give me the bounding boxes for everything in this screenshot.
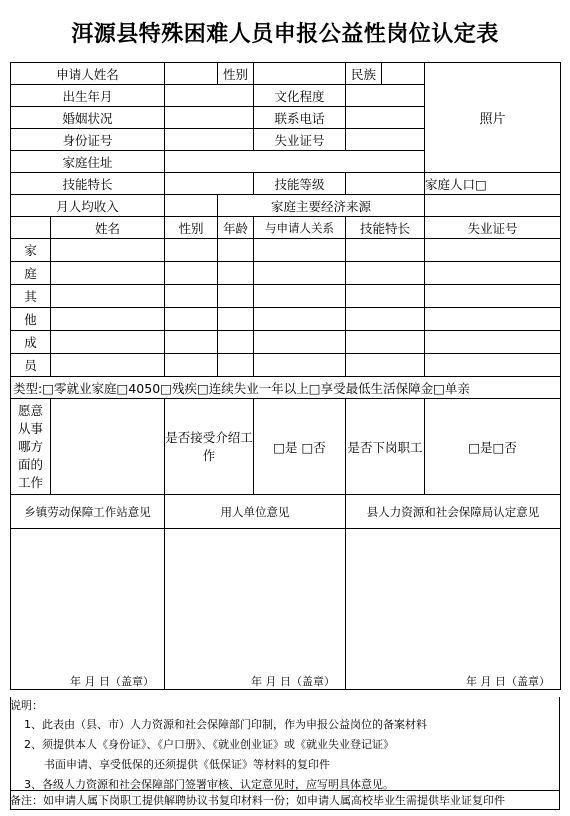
family-cell[interactable] <box>425 331 561 354</box>
family-side-char: 他 <box>11 308 51 331</box>
family-cell[interactable] <box>254 354 346 377</box>
family-cell[interactable] <box>425 354 561 377</box>
family-cell[interactable] <box>346 262 425 285</box>
family-row <box>11 262 561 285</box>
family-side-char: 成 <box>11 331 51 354</box>
family-cell[interactable] <box>218 354 254 377</box>
monthly-income-value[interactable] <box>165 195 218 217</box>
income-source-value[interactable] <box>425 195 561 217</box>
family-header-gender: 性别 <box>165 217 218 239</box>
family-cell[interactable] <box>165 239 218 262</box>
monthly-income-label: 月人均收入 <box>11 195 165 217</box>
family-cell[interactable] <box>218 331 254 354</box>
marital-value[interactable] <box>165 107 254 129</box>
township-opinion-label: 乡镇劳动保障工作站意见 <box>11 495 165 529</box>
education-label: 文化程度 <box>254 85 346 107</box>
employer-opinion-box[interactable] <box>165 529 346 673</box>
family-cell[interactable] <box>218 262 254 285</box>
county-date-stamp: 年 月 日（盖章） <box>346 673 561 690</box>
family-cell[interactable] <box>51 285 165 308</box>
photo-box[interactable]: 照片 <box>425 63 561 173</box>
phone-label: 联系电话 <box>254 107 346 129</box>
ethnicity-value[interactable] <box>382 63 425 85</box>
family-cell[interactable] <box>254 239 346 262</box>
township-date-stamp: 年 月 日（盖章） <box>11 673 165 690</box>
family-cell[interactable] <box>51 354 165 377</box>
family-cell[interactable] <box>165 262 218 285</box>
family-side-char: 庭 <box>11 262 51 285</box>
accept-intro-options[interactable]: □是 □否 <box>254 399 346 495</box>
employer-opinion-label: 用人单位意见 <box>165 495 346 529</box>
family-header-cert: 失业证号 <box>425 217 561 239</box>
note-item-2-continued: 书面申请、享受低保的还须提供《低保证》等材料的复印件 <box>44 758 330 771</box>
family-cell[interactable] <box>254 285 346 308</box>
family-side-char: 家 <box>11 239 51 262</box>
household-size-text: 家庭人口 <box>425 176 476 192</box>
family-cell[interactable] <box>425 239 561 262</box>
family-cell[interactable] <box>346 308 425 331</box>
family-row <box>11 239 561 262</box>
unemployment-cert-label: 失业证号 <box>254 129 346 151</box>
ethnicity-label: 民族 <box>346 63 382 85</box>
family-row <box>11 354 561 377</box>
county-opinion-label: 县人力资源和社会保障局认定意见 <box>346 495 561 529</box>
income-source-label: 家庭主要经济来源 <box>218 195 425 217</box>
family-cell[interactable] <box>346 331 425 354</box>
marital-label: 婚姻状况 <box>11 107 165 129</box>
family-cell[interactable] <box>165 308 218 331</box>
family-side-label-1 <box>11 217 51 239</box>
family-cell[interactable] <box>165 331 218 354</box>
family-cell[interactable] <box>165 285 218 308</box>
skill-level-label: 技能等级 <box>254 173 346 195</box>
family-cell[interactable] <box>165 354 218 377</box>
household-size-label <box>425 173 561 195</box>
family-row <box>11 285 561 308</box>
family-side-char: 其 <box>11 285 51 308</box>
accept-intro-label: 是否接受介绍工作 <box>165 399 254 495</box>
family-cell[interactable] <box>51 262 165 285</box>
family-cell[interactable] <box>218 239 254 262</box>
birth-label: 出生年月 <box>11 85 165 107</box>
education-value[interactable] <box>346 85 425 107</box>
employer-date-stamp: 年 月 日（盖章） <box>165 673 346 690</box>
family-cell[interactable] <box>218 285 254 308</box>
township-opinion-box[interactable] <box>11 529 165 673</box>
type-checkbox-line[interactable]: 类型:□零就业家庭□4050□残疾□连续失业一年以上□享受最低生活保障金□单亲 <box>11 377 561 399</box>
family-cell[interactable] <box>254 308 346 331</box>
id-no-label: 身份证号 <box>11 129 165 151</box>
family-cell[interactable] <box>425 308 561 331</box>
id-no-value[interactable] <box>165 129 254 151</box>
wish-value[interactable] <box>51 399 165 495</box>
applicant-name-label: 申请人姓名 <box>11 63 165 85</box>
family-cell[interactable] <box>425 285 561 308</box>
county-opinion-box[interactable] <box>346 529 561 673</box>
family-cell[interactable] <box>51 331 165 354</box>
family-cell[interactable] <box>346 285 425 308</box>
gender-label: 性别 <box>218 63 254 85</box>
family-header-relation: 与申请人关系 <box>254 217 346 239</box>
family-header-skill: 技能特长 <box>346 217 425 239</box>
note-item-1: 1、此表由（县、市）人力资源和社会保障部门印制，作为申报公益岗位的备案材料 <box>24 718 427 731</box>
family-cell[interactable] <box>346 239 425 262</box>
family-cell[interactable] <box>254 262 346 285</box>
page-title: 洱源县特殊困难人员申报公益性岗位认定表 <box>71 21 499 47</box>
wish-label: 愿意从事哪方面的工作 <box>11 399 51 495</box>
notes-section <box>10 697 560 795</box>
family-cell[interactable] <box>346 354 425 377</box>
address-value[interactable] <box>165 151 425 173</box>
note-item-2: 2、须提供本人《身份证》、《户口册》、《就业创业证》或《就业失业登记证》 <box>24 738 394 751</box>
family-cell[interactable] <box>218 308 254 331</box>
family-cell[interactable] <box>51 308 165 331</box>
notes-title: 说明： <box>10 699 43 712</box>
application-form-table <box>10 62 561 690</box>
family-cell[interactable] <box>51 239 165 262</box>
birth-value[interactable] <box>165 85 254 107</box>
family-header-name: 姓名 <box>51 217 165 239</box>
remark-line: 备注：如申请人属下岗职工提供解聘协议书复印材料一份；如申请人属高校毕业生需提供毕业证复印件 <box>10 790 560 811</box>
family-cell[interactable] <box>425 262 561 285</box>
family-row <box>11 331 561 354</box>
note-item-3: 3、各级人力资源和社会保障部门签署审核、认定意见时，应写明具体意见。 <box>24 778 394 791</box>
family-side-char: 员 <box>11 354 51 377</box>
skill-level-value[interactable] <box>346 173 425 195</box>
skill-specialty-value[interactable] <box>165 173 254 195</box>
family-header-age: 年龄 <box>218 217 254 239</box>
skill-specialty-label: 技能特长 <box>11 173 165 195</box>
gender-value[interactable] <box>254 63 346 85</box>
laid-off-label: 是否下岗职工 <box>346 399 425 495</box>
family-row <box>11 308 561 331</box>
phone-value[interactable] <box>346 107 425 129</box>
unemployment-cert-value[interactable] <box>346 129 425 151</box>
laid-off-options[interactable]: □是□否 <box>425 399 561 495</box>
family-cell[interactable] <box>254 331 346 354</box>
address-label: 家庭住址 <box>11 151 165 173</box>
applicant-name-value[interactable] <box>165 63 218 85</box>
household-size-checkbox[interactable]: □ <box>475 176 487 192</box>
